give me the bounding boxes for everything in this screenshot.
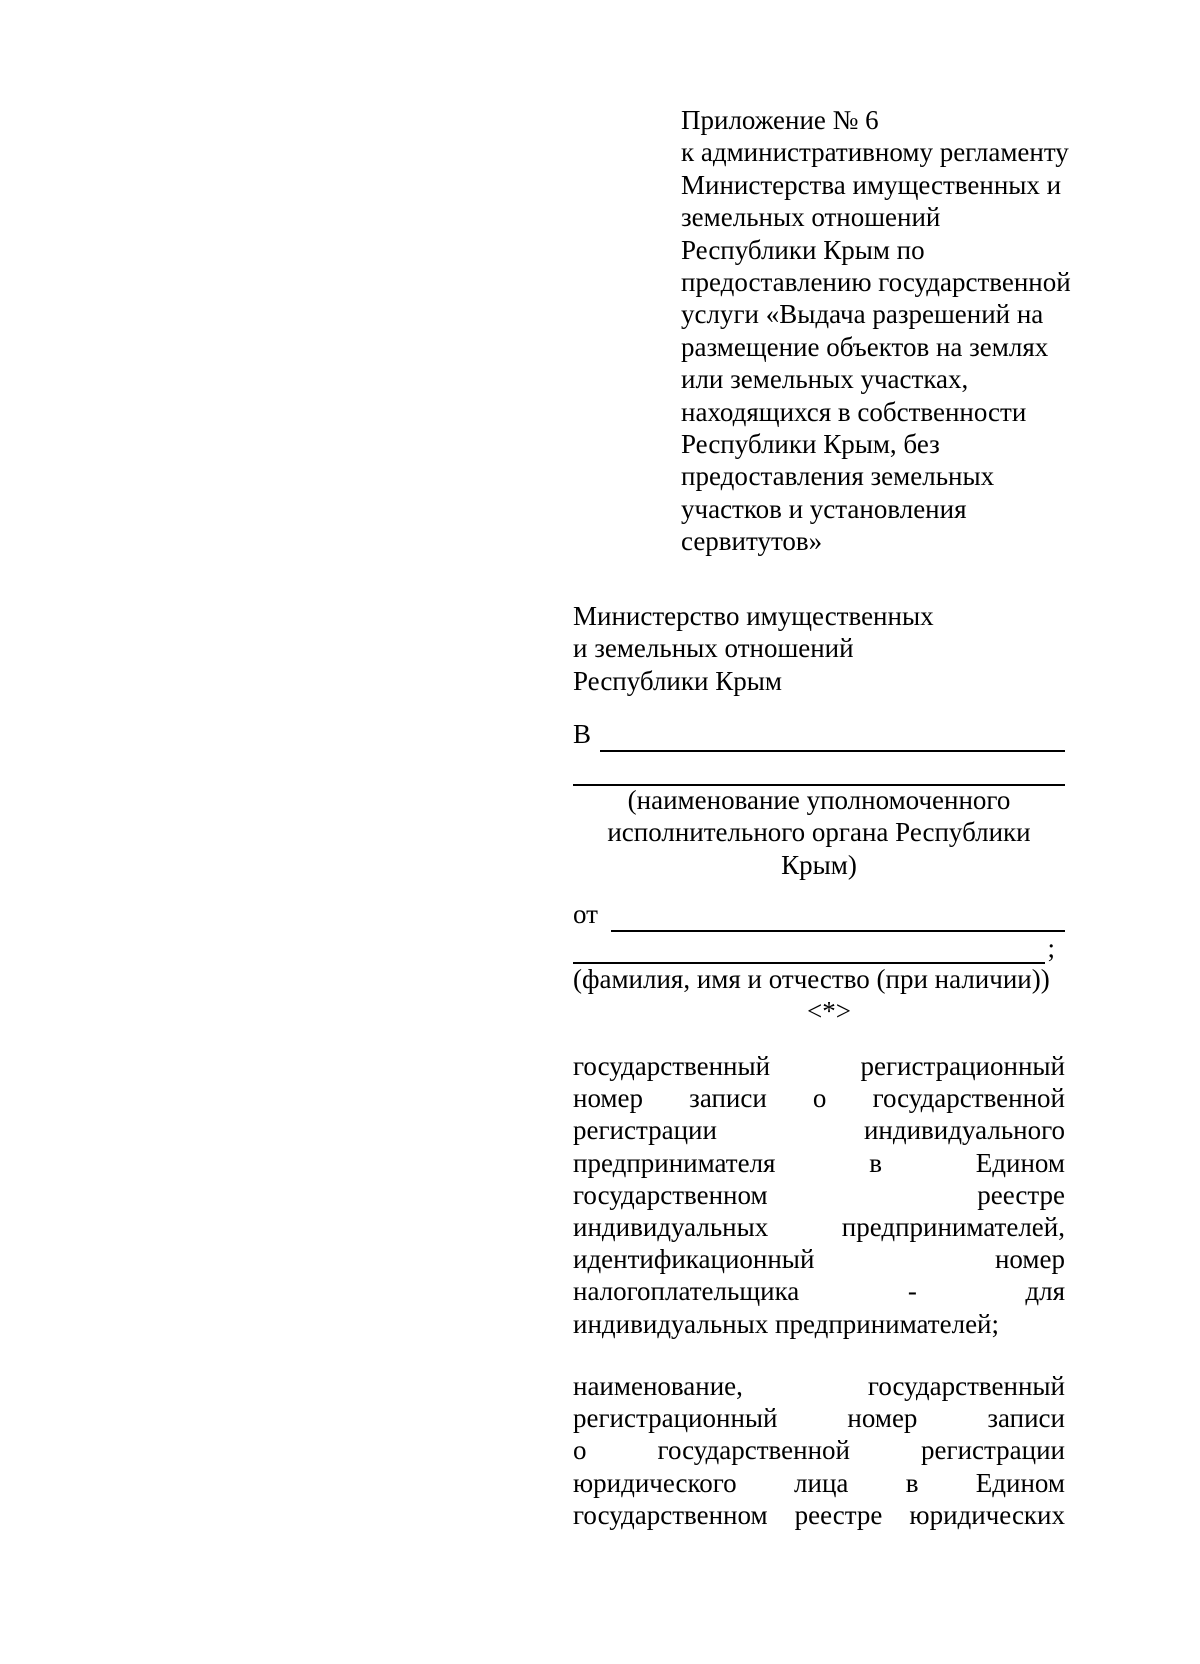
appendix-line: к административному регламенту xyxy=(681,137,1069,168)
from-field-semicolon: ; xyxy=(1047,933,1055,963)
word: юридического xyxy=(573,1467,737,1498)
appendix-line: сервитутов» xyxy=(681,526,823,557)
appendix-header xyxy=(681,104,1101,558)
from-field-footnote xyxy=(573,995,1065,1027)
appendix-line: находящихся в собственности xyxy=(681,396,1027,427)
to-field-blank-line-2[interactable] xyxy=(573,756,1065,786)
appendix-line: или земельных участках, xyxy=(681,364,969,395)
word: государственный xyxy=(867,1371,1065,1401)
paragraph-line xyxy=(573,1179,1065,1211)
to-field-blank-line[interactable] xyxy=(600,722,1065,752)
from-field-blank-line-2[interactable] xyxy=(573,934,1045,964)
appendix-line: Республики Крым, без xyxy=(681,429,940,460)
to-field-caption-line: (наименование уполномоченного xyxy=(627,785,1011,815)
word: налогоплательщика xyxy=(573,1276,800,1307)
word: государственной xyxy=(657,1435,850,1466)
ministry-line: и земельных отношений xyxy=(573,633,854,664)
paragraph-line xyxy=(573,1114,1065,1146)
word: номер xyxy=(573,1083,644,1114)
appendix-line: Министерства имущественных и xyxy=(681,169,1062,200)
from-field-row-2 xyxy=(573,930,1065,964)
paragraph-line xyxy=(573,1370,1065,1402)
from-field-blank-line[interactable] xyxy=(611,902,1065,932)
from-field-caption-line: (фамилия, имя и отчество (при наличии)) xyxy=(573,964,1050,994)
word: государственной xyxy=(872,1083,1065,1114)
to-field-row-2 xyxy=(573,752,1065,786)
paragraph-line xyxy=(573,1275,1065,1307)
paragraph-individual-entrepreneur xyxy=(573,1050,1065,1340)
word: записи xyxy=(987,1403,1065,1434)
ministry-line: Министерство имущественных xyxy=(573,601,934,631)
appendix-line: Приложение № 6 xyxy=(681,105,879,135)
footnote-marker: <*> xyxy=(807,996,851,1026)
paragraph-legal-entity xyxy=(573,1370,1065,1531)
word: реестре xyxy=(794,1499,883,1530)
paragraph-line xyxy=(573,1467,1065,1499)
to-field-row xyxy=(573,718,1065,752)
word: государственный xyxy=(573,1051,771,1081)
paragraph-line xyxy=(573,1402,1065,1434)
word: регистрационный xyxy=(573,1403,778,1434)
appendix-line: предоставлению государственной xyxy=(681,267,1071,298)
to-field-prefix: В xyxy=(573,719,592,749)
word: для xyxy=(1025,1276,1065,1307)
ministry-addressee xyxy=(573,600,1073,697)
from-field-caption xyxy=(573,963,1073,995)
appendix-line: размещение объектов на землях xyxy=(681,331,1049,362)
word: Едином xyxy=(975,1467,1065,1498)
word: предпринимателей, xyxy=(841,1211,1065,1242)
word: о xyxy=(573,1435,587,1466)
word: номер xyxy=(994,1244,1065,1275)
to-field-caption-line: Крым) xyxy=(781,849,857,880)
appendix-line: предоставления земельных xyxy=(681,461,995,492)
word: реестре xyxy=(977,1179,1065,1210)
word: предпринимателя xyxy=(573,1147,776,1178)
word: о xyxy=(812,1083,827,1114)
word: Едином xyxy=(975,1147,1065,1178)
word: регистрации xyxy=(921,1435,1065,1466)
appendix-line: услуги «Выдача разрешений на xyxy=(681,299,1044,330)
word: в xyxy=(869,1147,883,1178)
word: регистрационный xyxy=(860,1051,1065,1081)
paragraph-line xyxy=(573,1243,1065,1275)
word: регистрации xyxy=(573,1115,717,1146)
to-field-caption xyxy=(573,784,1065,881)
word: лица xyxy=(794,1467,849,1498)
to-field-caption-line: исполнительного органа Республики xyxy=(607,817,1031,848)
appendix-line: земельных отношений xyxy=(681,202,941,233)
paragraph-line xyxy=(573,1211,1065,1243)
word: государственном xyxy=(573,1499,768,1530)
word: индивидуального xyxy=(863,1115,1065,1146)
word: индивидуальных предпринимателей; xyxy=(573,1308,1000,1339)
appendix-line: Республики Крым по xyxy=(681,234,925,265)
word: записи xyxy=(689,1083,767,1114)
appendix-line: участков и установления xyxy=(681,493,967,524)
paragraph-line xyxy=(573,1308,1065,1340)
word: наименование, xyxy=(573,1371,743,1401)
paragraph-line xyxy=(573,1147,1065,1179)
word: индивидуальных xyxy=(573,1211,769,1242)
word: государственном xyxy=(573,1179,768,1210)
paragraph-line xyxy=(573,1434,1065,1466)
word: номер xyxy=(847,1403,918,1434)
word: - xyxy=(907,1276,917,1307)
paragraph-line xyxy=(573,1082,1065,1114)
ministry-line: Республики Крым xyxy=(573,665,782,696)
paragraph-line xyxy=(573,1050,1065,1082)
paragraph-line xyxy=(573,1499,1065,1531)
word: идентификационный xyxy=(573,1244,815,1275)
word: в xyxy=(905,1467,919,1498)
from-field-row xyxy=(573,898,1065,932)
from-field-prefix: от xyxy=(573,899,598,929)
word: юридических xyxy=(909,1499,1065,1530)
